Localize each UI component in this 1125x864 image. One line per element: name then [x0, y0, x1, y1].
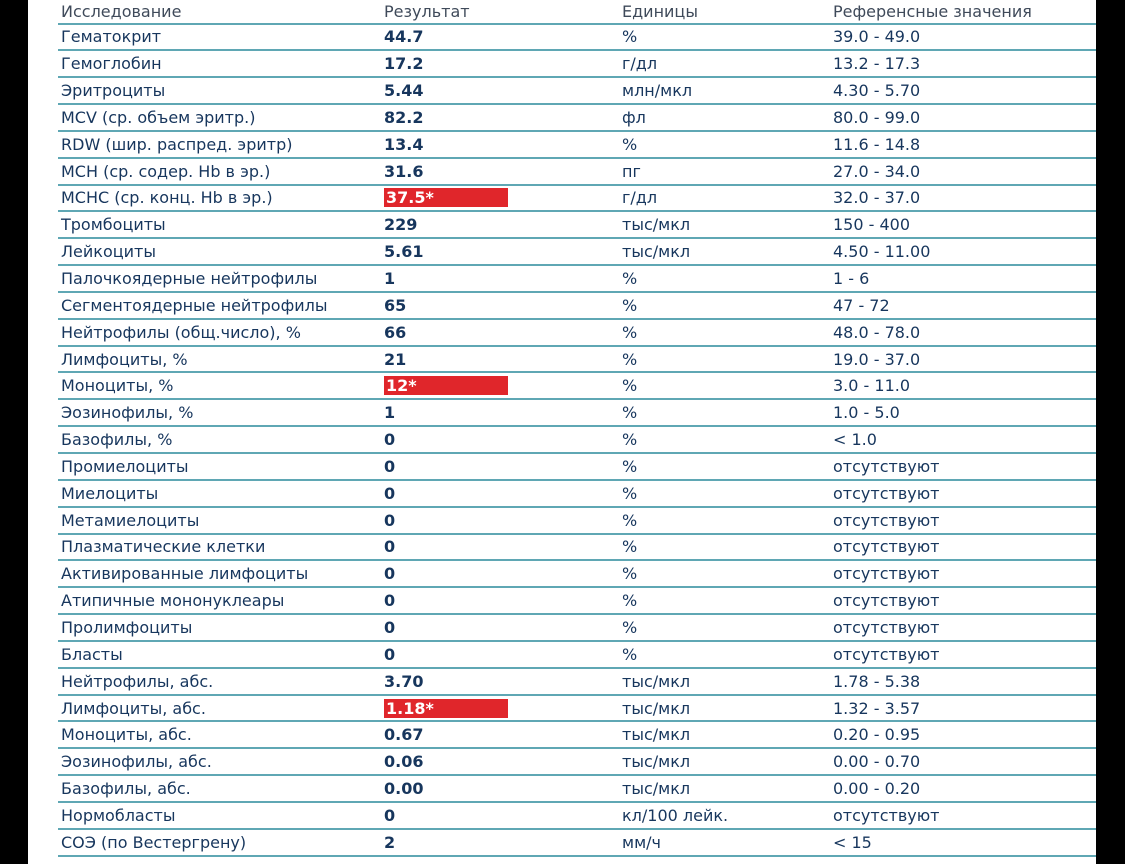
table-header-row	[58, 0, 1096, 25]
test-result-cell	[384, 25, 423, 50]
table-row	[58, 803, 1096, 830]
test-result-cell	[384, 776, 423, 801]
test-reference: < 15	[833, 832, 872, 852]
test-result: 82.2	[384, 107, 424, 127]
test-units: %	[622, 510, 638, 530]
test-result: 0	[384, 591, 396, 611]
test-reference: отсутствуют	[833, 805, 940, 825]
test-name: Нейтрофилы (общ.число), %	[61, 322, 301, 342]
test-reference: 11.6 - 14.8	[833, 134, 921, 154]
table-row	[58, 400, 1096, 427]
table-row	[58, 615, 1096, 642]
test-reference: 1 - 6	[833, 269, 870, 289]
test-reference: 47 - 72	[833, 295, 890, 315]
test-name: Эозинофилы, %	[61, 403, 194, 423]
table-row	[58, 776, 1096, 803]
table-row	[58, 78, 1096, 105]
test-result: 1	[384, 269, 396, 289]
table-row	[58, 722, 1096, 749]
test-result: 0.06	[384, 752, 424, 772]
test-reference: 19.0 - 37.0	[833, 349, 921, 369]
test-units: кл/100 лейк.	[622, 805, 729, 825]
test-units: мм/ч	[622, 832, 661, 852]
header-units: Единицы	[622, 1, 698, 21]
test-result-cell	[384, 400, 395, 425]
test-name: Палочкоядерные нейтрофилы	[61, 269, 318, 289]
test-name: Лимфоциты, %	[61, 349, 188, 369]
test-result-cell	[384, 427, 395, 452]
test-units: %	[622, 403, 638, 423]
test-units: %	[622, 27, 638, 47]
test-name: MCH (ср. содер. Hb в эр.)	[61, 161, 271, 181]
test-name: Плазматические клетки	[61, 537, 266, 557]
test-result: 0	[384, 510, 396, 530]
test-result: 13.4	[384, 134, 424, 154]
test-units: тыс/мкл	[622, 215, 691, 235]
test-result: 0	[384, 483, 396, 503]
test-result: 65	[384, 295, 407, 315]
table-row	[58, 830, 1096, 857]
test-result: 5.61	[384, 242, 424, 262]
test-result-cell	[384, 803, 395, 828]
report-page	[28, 0, 1096, 864]
test-units: %	[622, 376, 638, 396]
test-result-cell	[384, 696, 508, 721]
test-result: 2	[384, 832, 396, 852]
test-units: %	[622, 295, 638, 315]
test-name: Базофилы, абс.	[61, 779, 191, 799]
test-result: 0	[384, 430, 396, 450]
table-row	[58, 159, 1096, 186]
test-reference: 0.00 - 0.70	[833, 752, 921, 772]
test-result-cell	[384, 159, 423, 184]
test-name: Тромбоциты	[61, 215, 166, 235]
test-result: 21	[384, 349, 407, 369]
test-name: Гемоглобин	[61, 54, 162, 74]
test-result-cell	[384, 105, 423, 130]
test-result: 0	[384, 564, 396, 584]
table-row	[58, 347, 1096, 374]
test-name: СОЭ (по Вестергрену)	[61, 832, 247, 852]
test-reference: 80.0 - 99.0	[833, 107, 921, 127]
test-result-cell	[384, 481, 395, 506]
test-result-cell	[384, 266, 395, 291]
test-name: Бласты	[61, 644, 123, 664]
table-row	[58, 669, 1096, 696]
test-reference: 4.50 - 11.00	[833, 242, 931, 262]
test-result-cell	[384, 561, 395, 586]
table-row	[58, 105, 1096, 132]
test-name: MCV (ср. объем эритр.)	[61, 107, 256, 127]
test-name: Эозинофилы, абс.	[61, 752, 212, 772]
test-result-cell	[384, 722, 423, 747]
table-row	[58, 749, 1096, 776]
test-units: %	[622, 430, 638, 450]
test-reference: 27.0 - 34.0	[833, 161, 921, 181]
test-units: %	[622, 349, 638, 369]
test-units: %	[622, 617, 638, 637]
test-name: Нормобласты	[61, 805, 176, 825]
test-name: Лимфоциты, абс.	[61, 698, 206, 718]
table-row	[58, 454, 1096, 481]
test-name: Атипичные мононуклеары	[61, 591, 285, 611]
test-name: RDW (шир. распред. эритр)	[61, 134, 293, 154]
table-row	[58, 535, 1096, 562]
table-row	[58, 642, 1096, 669]
test-reference: 1.32 - 3.57	[833, 698, 921, 718]
header-result: Результат	[384, 1, 470, 21]
test-name: Нейтрофилы, абс.	[61, 671, 214, 691]
table-row	[58, 508, 1096, 535]
test-result: 31.6	[384, 161, 424, 181]
test-units: тыс/мкл	[622, 242, 691, 262]
test-reference: 48.0 - 78.0	[833, 322, 921, 342]
test-name: Гематокрит	[61, 27, 162, 47]
test-result: 3.70	[384, 671, 424, 691]
table-row	[58, 561, 1096, 588]
test-result: 44.7	[384, 27, 424, 47]
test-result: 0	[384, 617, 396, 637]
test-reference: 13.2 - 17.3	[833, 54, 921, 74]
test-name: Эритроциты	[61, 81, 166, 101]
test-reference: 0.20 - 0.95	[833, 725, 921, 745]
test-units: %	[622, 591, 638, 611]
table-row	[58, 588, 1096, 615]
test-units: г/дл	[622, 188, 658, 208]
test-units: пг	[622, 161, 641, 181]
test-result: 0	[384, 644, 396, 664]
test-result: 0	[384, 456, 396, 476]
test-result: 0.00	[384, 779, 424, 799]
table-row	[58, 266, 1096, 293]
test-reference: отсутствуют	[833, 510, 940, 530]
test-reference: 1.0 - 5.0	[833, 403, 900, 423]
test-reference: 150 - 400	[833, 215, 911, 235]
test-units: %	[622, 456, 638, 476]
test-result-cell	[384, 293, 406, 318]
table-row	[58, 696, 1096, 723]
test-name: Базофилы, %	[61, 430, 173, 450]
test-reference: отсутствуют	[833, 564, 940, 584]
test-reference: 0.00 - 0.20	[833, 779, 921, 799]
flagged-result: 37.5*	[384, 188, 508, 207]
test-units: тыс/мкл	[622, 725, 691, 745]
test-result: 5.44	[384, 81, 424, 101]
test-result-cell	[384, 373, 508, 398]
test-units: %	[622, 483, 638, 503]
header-reference: Референсные значения	[833, 1, 1032, 21]
test-name: Сегментоядерные нейтрофилы	[61, 295, 328, 315]
test-name: Активированные лимфоциты	[61, 564, 309, 584]
test-name: Промиелоциты	[61, 456, 189, 476]
test-name: Метамиелоциты	[61, 510, 200, 530]
table-row	[58, 186, 1096, 213]
test-result-cell	[384, 508, 395, 533]
test-result-cell	[384, 749, 423, 774]
test-name: Лейкоциты	[61, 242, 156, 262]
test-name: Миелоциты	[61, 483, 159, 503]
flagged-result: 12*	[384, 376, 508, 395]
test-units: фл	[622, 107, 646, 127]
test-name: Моноциты, %	[61, 376, 174, 396]
test-result-cell	[384, 186, 508, 211]
table-row	[58, 51, 1096, 78]
test-units: г/дл	[622, 54, 658, 74]
table-row	[58, 320, 1096, 347]
test-result: 17.2	[384, 54, 424, 74]
test-result: 1	[384, 403, 396, 423]
table-row	[58, 481, 1096, 508]
test-units: %	[622, 134, 638, 154]
test-reference: отсутствуют	[833, 483, 940, 503]
test-reference: 32.0 - 37.0	[833, 188, 921, 208]
test-result: 0	[384, 805, 396, 825]
test-result-cell	[384, 535, 395, 560]
test-reference: 39.0 - 49.0	[833, 27, 921, 47]
test-units: тыс/мкл	[622, 752, 691, 772]
test-result-cell	[384, 347, 406, 372]
test-reference: < 1.0	[833, 430, 877, 450]
table-row	[58, 293, 1096, 320]
test-result-cell	[384, 615, 395, 640]
test-result-cell	[384, 239, 423, 264]
table-row	[58, 373, 1096, 400]
test-units: тыс/мкл	[622, 698, 691, 718]
test-units: %	[622, 644, 638, 664]
test-result: 229	[384, 215, 418, 235]
test-result-cell	[384, 454, 395, 479]
test-result: 0.67	[384, 725, 424, 745]
test-reference: отсутствуют	[833, 456, 940, 476]
test-reference: 4.30 - 5.70	[833, 81, 921, 101]
test-units: %	[622, 537, 638, 557]
test-result: 0	[384, 537, 396, 557]
table-body	[58, 25, 1096, 857]
table-row	[58, 239, 1096, 266]
test-result-cell	[384, 132, 423, 157]
test-result-cell	[384, 830, 395, 855]
test-reference: отсутствуют	[833, 617, 940, 637]
header-name: Исследование	[61, 1, 182, 21]
test-units: %	[622, 564, 638, 584]
flagged-result: 1.18*	[384, 699, 508, 718]
test-name: MCHC (ср. конц. Hb в эр.)	[61, 188, 273, 208]
test-units: тыс/мкл	[622, 779, 691, 799]
test-reference: отсутствуют	[833, 644, 940, 664]
test-name: Моноциты, абс.	[61, 725, 192, 745]
test-result-cell	[384, 51, 423, 76]
test-units: млн/мкл	[622, 81, 693, 101]
test-result-cell	[384, 78, 423, 103]
table-row	[58, 427, 1096, 454]
test-result-cell	[384, 212, 417, 237]
test-result-cell	[384, 642, 395, 667]
test-reference: 3.0 - 11.0	[833, 376, 911, 396]
table-row	[58, 132, 1096, 159]
test-units: тыс/мкл	[622, 671, 691, 691]
test-units: %	[622, 322, 638, 342]
test-reference: отсутствуют	[833, 537, 940, 557]
test-name: Пролимфоциты	[61, 617, 193, 637]
test-result-cell	[384, 320, 406, 345]
test-result-cell	[384, 588, 395, 613]
test-reference: отсутствуют	[833, 591, 940, 611]
test-reference: 1.78 - 5.38	[833, 671, 921, 691]
test-result: 66	[384, 322, 407, 342]
lab-results-table	[58, 0, 1096, 857]
test-result-cell	[384, 669, 423, 694]
table-row	[58, 25, 1096, 52]
table-row	[58, 212, 1096, 239]
test-units: %	[622, 269, 638, 289]
